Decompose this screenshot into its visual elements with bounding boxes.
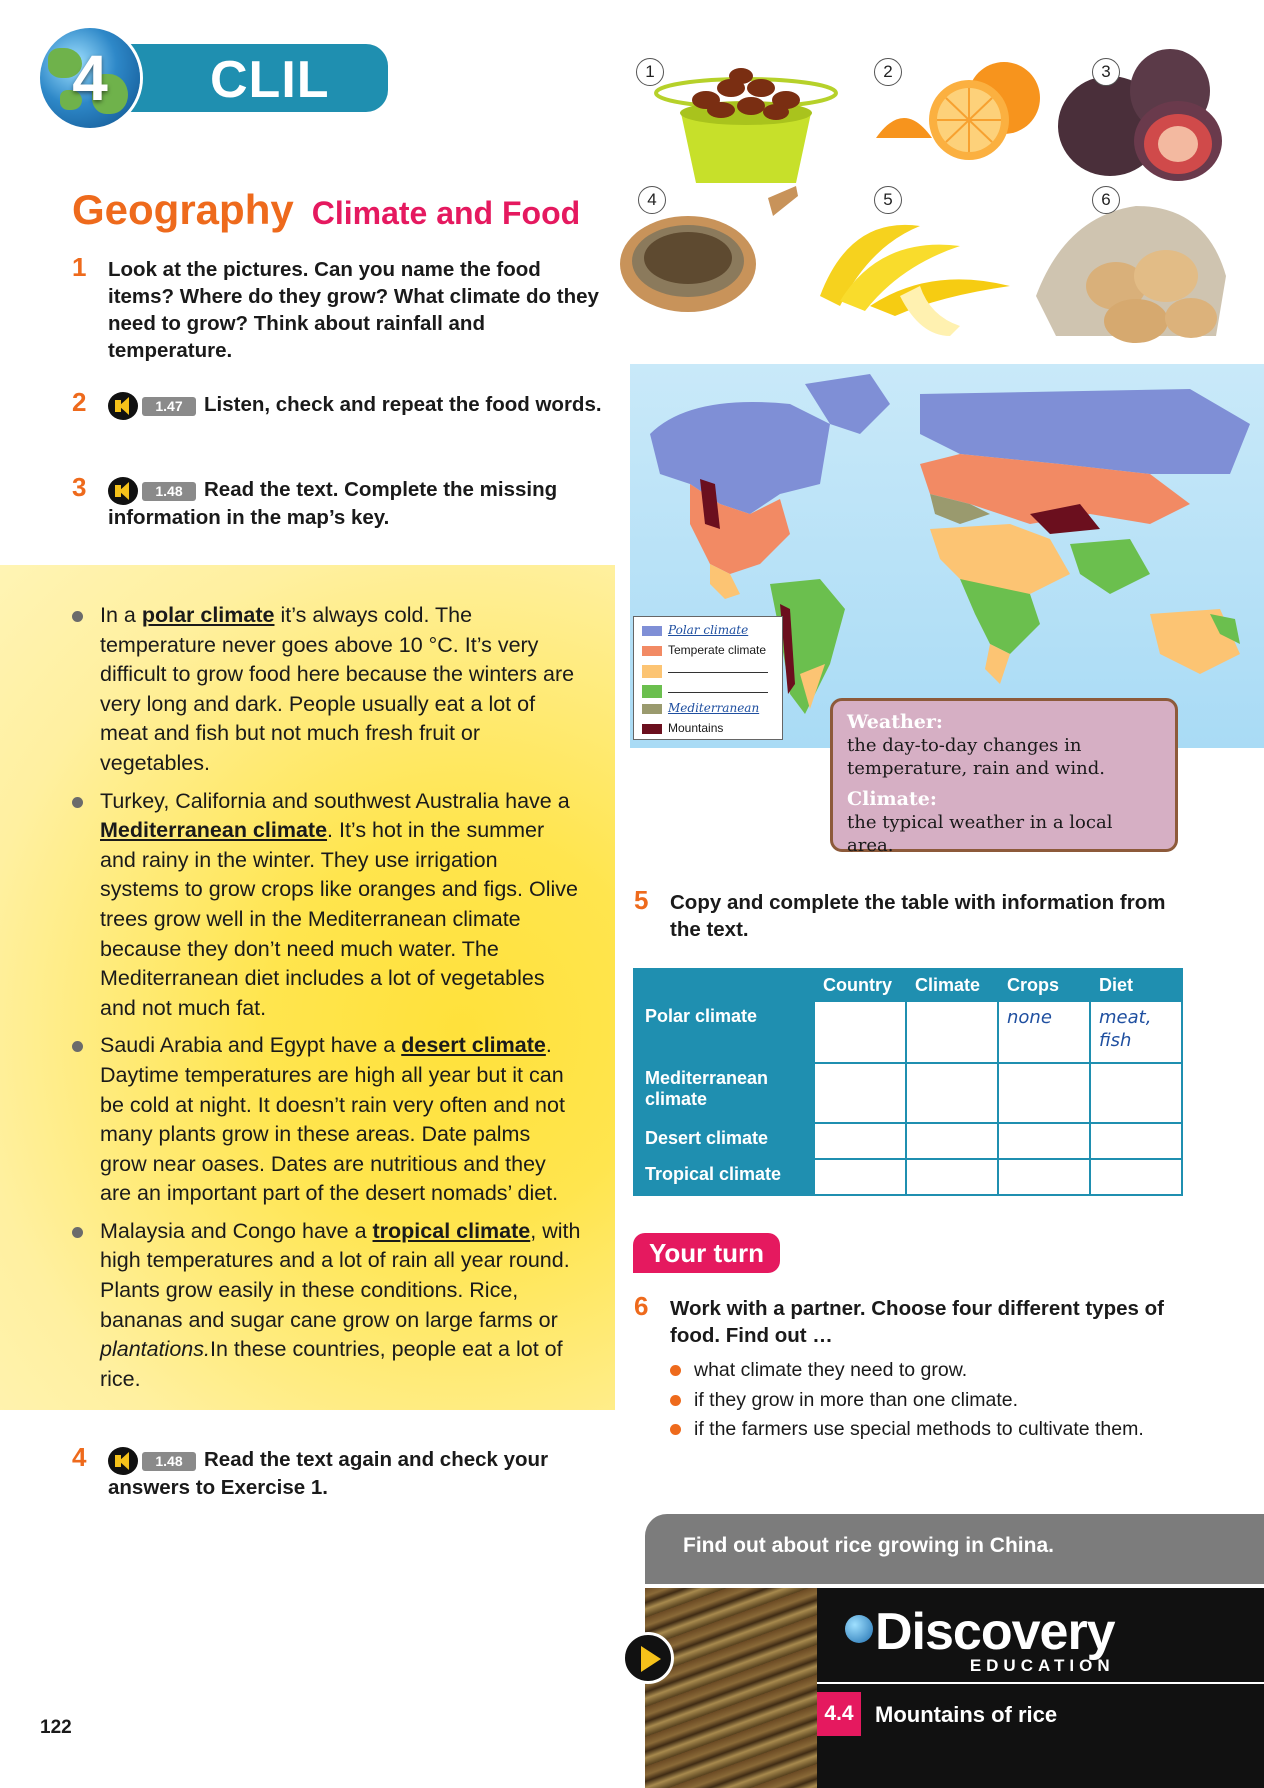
exercise-number: 4 (72, 1442, 87, 1472)
table-header (634, 969, 814, 1001)
row-header: Polar climate (634, 1001, 814, 1063)
video-title: Mountains of rice (875, 1702, 1058, 1727)
dates-in-bucket-photo (636, 58, 866, 188)
climate-term: Climate: (847, 788, 937, 810)
potatoes-sack-photo (1026, 186, 1231, 346)
map-key (633, 616, 783, 740)
weather-definition: the day-to-day changes in temperature, rain and wind. (847, 735, 1105, 779)
term-polar-climate: polar climate (141, 603, 275, 627)
track-number: 1.47 (142, 397, 196, 416)
reading-panel (0, 565, 615, 1410)
map-key-item: Temperate climate (640, 641, 776, 661)
audio-track-button[interactable] (108, 478, 196, 504)
table-cell (814, 1159, 906, 1195)
discovery-prompt-bar (645, 1514, 1264, 1584)
food-photo-5 (810, 186, 1040, 336)
unit-pill (100, 44, 388, 112)
term-tropical-climate: tropical climate (372, 1218, 531, 1243)
food-photo-6 (1026, 186, 1231, 336)
legend-swatch (642, 646, 662, 656)
speaker-icon (108, 392, 138, 420)
weather-term: Weather: (847, 711, 943, 733)
bananas-photo (810, 186, 1040, 336)
food-photo-3 (1050, 36, 1230, 186)
table-row (634, 1123, 1182, 1159)
table-cell (906, 1159, 998, 1195)
speaker-icon (108, 1447, 138, 1475)
definitions-box (830, 698, 1178, 856)
map-key-item: Mountains (640, 719, 776, 739)
rice-terraces-thumbnail[interactable] (645, 1588, 817, 1788)
figs-photo (1050, 36, 1230, 181)
climate-definition: the typical weather in a local area. (847, 812, 1113, 856)
list-item: what climate they need to grow. (670, 1356, 1144, 1386)
row-header: Mediterranean climate (634, 1063, 814, 1123)
food-photo-4 (618, 186, 798, 336)
discovery-logo: Discovery EDUCATION (845, 1604, 1115, 1676)
unit-number: 4 (72, 42, 108, 114)
legend-swatch (642, 724, 662, 734)
table-cell (998, 1063, 1090, 1123)
map-key-blank (640, 660, 776, 680)
table-cell: none (998, 1001, 1090, 1063)
table-row (634, 1063, 1182, 1123)
discovery-video-panel[interactable] (645, 1588, 1264, 1788)
term-desert-climate: desert climate (401, 1033, 546, 1058)
subject-title: Geography (72, 186, 294, 233)
exercise-number: 2 (72, 387, 87, 417)
table-header: Crops (998, 969, 1090, 1001)
audio-track-button[interactable] (108, 1448, 196, 1474)
speaker-icon (108, 477, 138, 505)
page-number: 122 (40, 1717, 72, 1738)
play-icon[interactable] (622, 1632, 674, 1684)
photo-number: 6 (1092, 186, 1120, 214)
list-item: if they grow in more than one climate. (670, 1386, 1144, 1416)
table-cell (998, 1123, 1090, 1159)
table-header: Country (814, 969, 906, 1001)
climate-table (633, 968, 1183, 1196)
photo-number: 2 (874, 58, 902, 86)
topic-title: Climate and Food (311, 195, 581, 231)
table-header: Diet (1090, 969, 1182, 1001)
table-cell (998, 1159, 1090, 1195)
discovery-prompt: Find out about rice growing in China. (683, 1534, 1054, 1557)
exercise-6 (634, 1291, 1200, 1349)
table-row (634, 1159, 1182, 1195)
table-cell (906, 1001, 998, 1063)
divider (817, 1682, 1264, 1684)
row-header: Tropical climate (634, 1159, 814, 1195)
exercise-1 (72, 252, 608, 364)
legend-swatch (642, 704, 662, 714)
exercise-number: 5 (634, 885, 649, 915)
row-header: Desert climate (634, 1123, 814, 1159)
exercise-text: Copy and complete the table with information from the text. (670, 891, 1166, 941)
exercise-number: 6 (634, 1291, 649, 1321)
list-item: if the farmers use special methods to cultivate them. (670, 1415, 1144, 1445)
page-title (72, 186, 580, 234)
map-key-item: Polar climate (640, 621, 776, 641)
exercise-number: 3 (72, 472, 87, 502)
exercise-text: Read the text again and check your answers to Exercise 1. (108, 1448, 549, 1499)
table-cell (814, 1063, 906, 1123)
table-cell: meat, fish (1090, 1001, 1182, 1063)
legend-swatch (642, 665, 662, 678)
exercise-4 (72, 1442, 608, 1501)
reading-paragraph-mediterranean: Turkey, California and southwest Australia have a Mediterranean climate. It’s hot in the summer and rainy in the winter. They use irrigation systems to grow crops like oranges and figs. Olive trees grow well in the Mediterranean climate because they don’t need much water. The Mediterranean diet includes a lot of vegetables and not much fat. (72, 787, 582, 1024)
photo-number: 3 (1092, 58, 1120, 86)
reading-paragraph-polar: In a polar climate it’s always cold. The temperature never goes above 10 °C. It’s very difficult to grow food here because the winters are very long and dark. People usually eat a lot of meat and fish but not much fresh fruit or vegetables. (72, 601, 582, 779)
legend-swatch (642, 685, 662, 698)
exercise-text: Read the text. Complete the missing information in the map’s key. (108, 478, 558, 529)
photo-number: 5 (874, 186, 902, 214)
exercise-number: 1 (72, 252, 87, 282)
photo-number: 1 (636, 58, 664, 86)
exercise-3 (72, 472, 608, 531)
exercise-text: Look at the pictures. Can you name the food items? Where do they grow? What climate do they need to grow? Think about rainfall and temperature. (108, 258, 599, 362)
table-cell (1090, 1159, 1182, 1195)
your-turn-banner: Your turn (633, 1233, 780, 1273)
table-header: Climate (906, 969, 998, 1001)
globe-icon (845, 1615, 873, 1643)
table-cell (814, 1001, 906, 1063)
video-code-badge: 4.4 (817, 1692, 861, 1736)
table-header-row (634, 969, 1182, 1001)
legend-swatch (642, 626, 662, 636)
table-cell (1090, 1063, 1182, 1123)
exercise-2 (72, 387, 608, 419)
table-cell (906, 1063, 998, 1123)
table-row (634, 1001, 1182, 1063)
reading-paragraph-desert: Saudi Arabia and Egypt have a desert climate. Daytime temperatures are high all year but it can be cold at night. It doesn’t rain very often and not many plants grow in these areas. Date palms grow near oases. Dates are nutritious and they are an important part of the desert nomads’ diet. (72, 1031, 582, 1209)
audio-track-button[interactable] (108, 393, 196, 419)
photo-number: 4 (638, 186, 666, 214)
globe-icon (40, 28, 140, 128)
term-mediterranean-climate: Mediterranean climate (100, 818, 328, 843)
task-list (670, 1356, 1144, 1445)
reading-paragraph-tropical: Malaysia and Congo have a tropical climate, with high temperatures and a lot of rain all year round. Plants grow easily in these conditions. Rice, bananas and sugar cane grow on large farms or plantations.In these countries, people eat a lot of rice. (72, 1217, 582, 1395)
track-number: 1.48 (142, 482, 196, 501)
exercise-5 (634, 885, 1190, 943)
map-key-blank (640, 680, 776, 700)
track-number: 1.48 (142, 1452, 196, 1471)
unit-label: CLIL (210, 51, 330, 109)
exercise-text: Listen, check and repeat the food words. (204, 393, 602, 416)
map-key-item: Mediterranean (640, 699, 776, 719)
table-cell (906, 1123, 998, 1159)
world-climate-map (630, 364, 1264, 748)
table-cell (1090, 1123, 1182, 1159)
unit-badge (40, 28, 350, 128)
table-cell (814, 1123, 906, 1159)
exercise-text: Work with a partner. Choose four different types of food. Find out … (670, 1297, 1164, 1347)
